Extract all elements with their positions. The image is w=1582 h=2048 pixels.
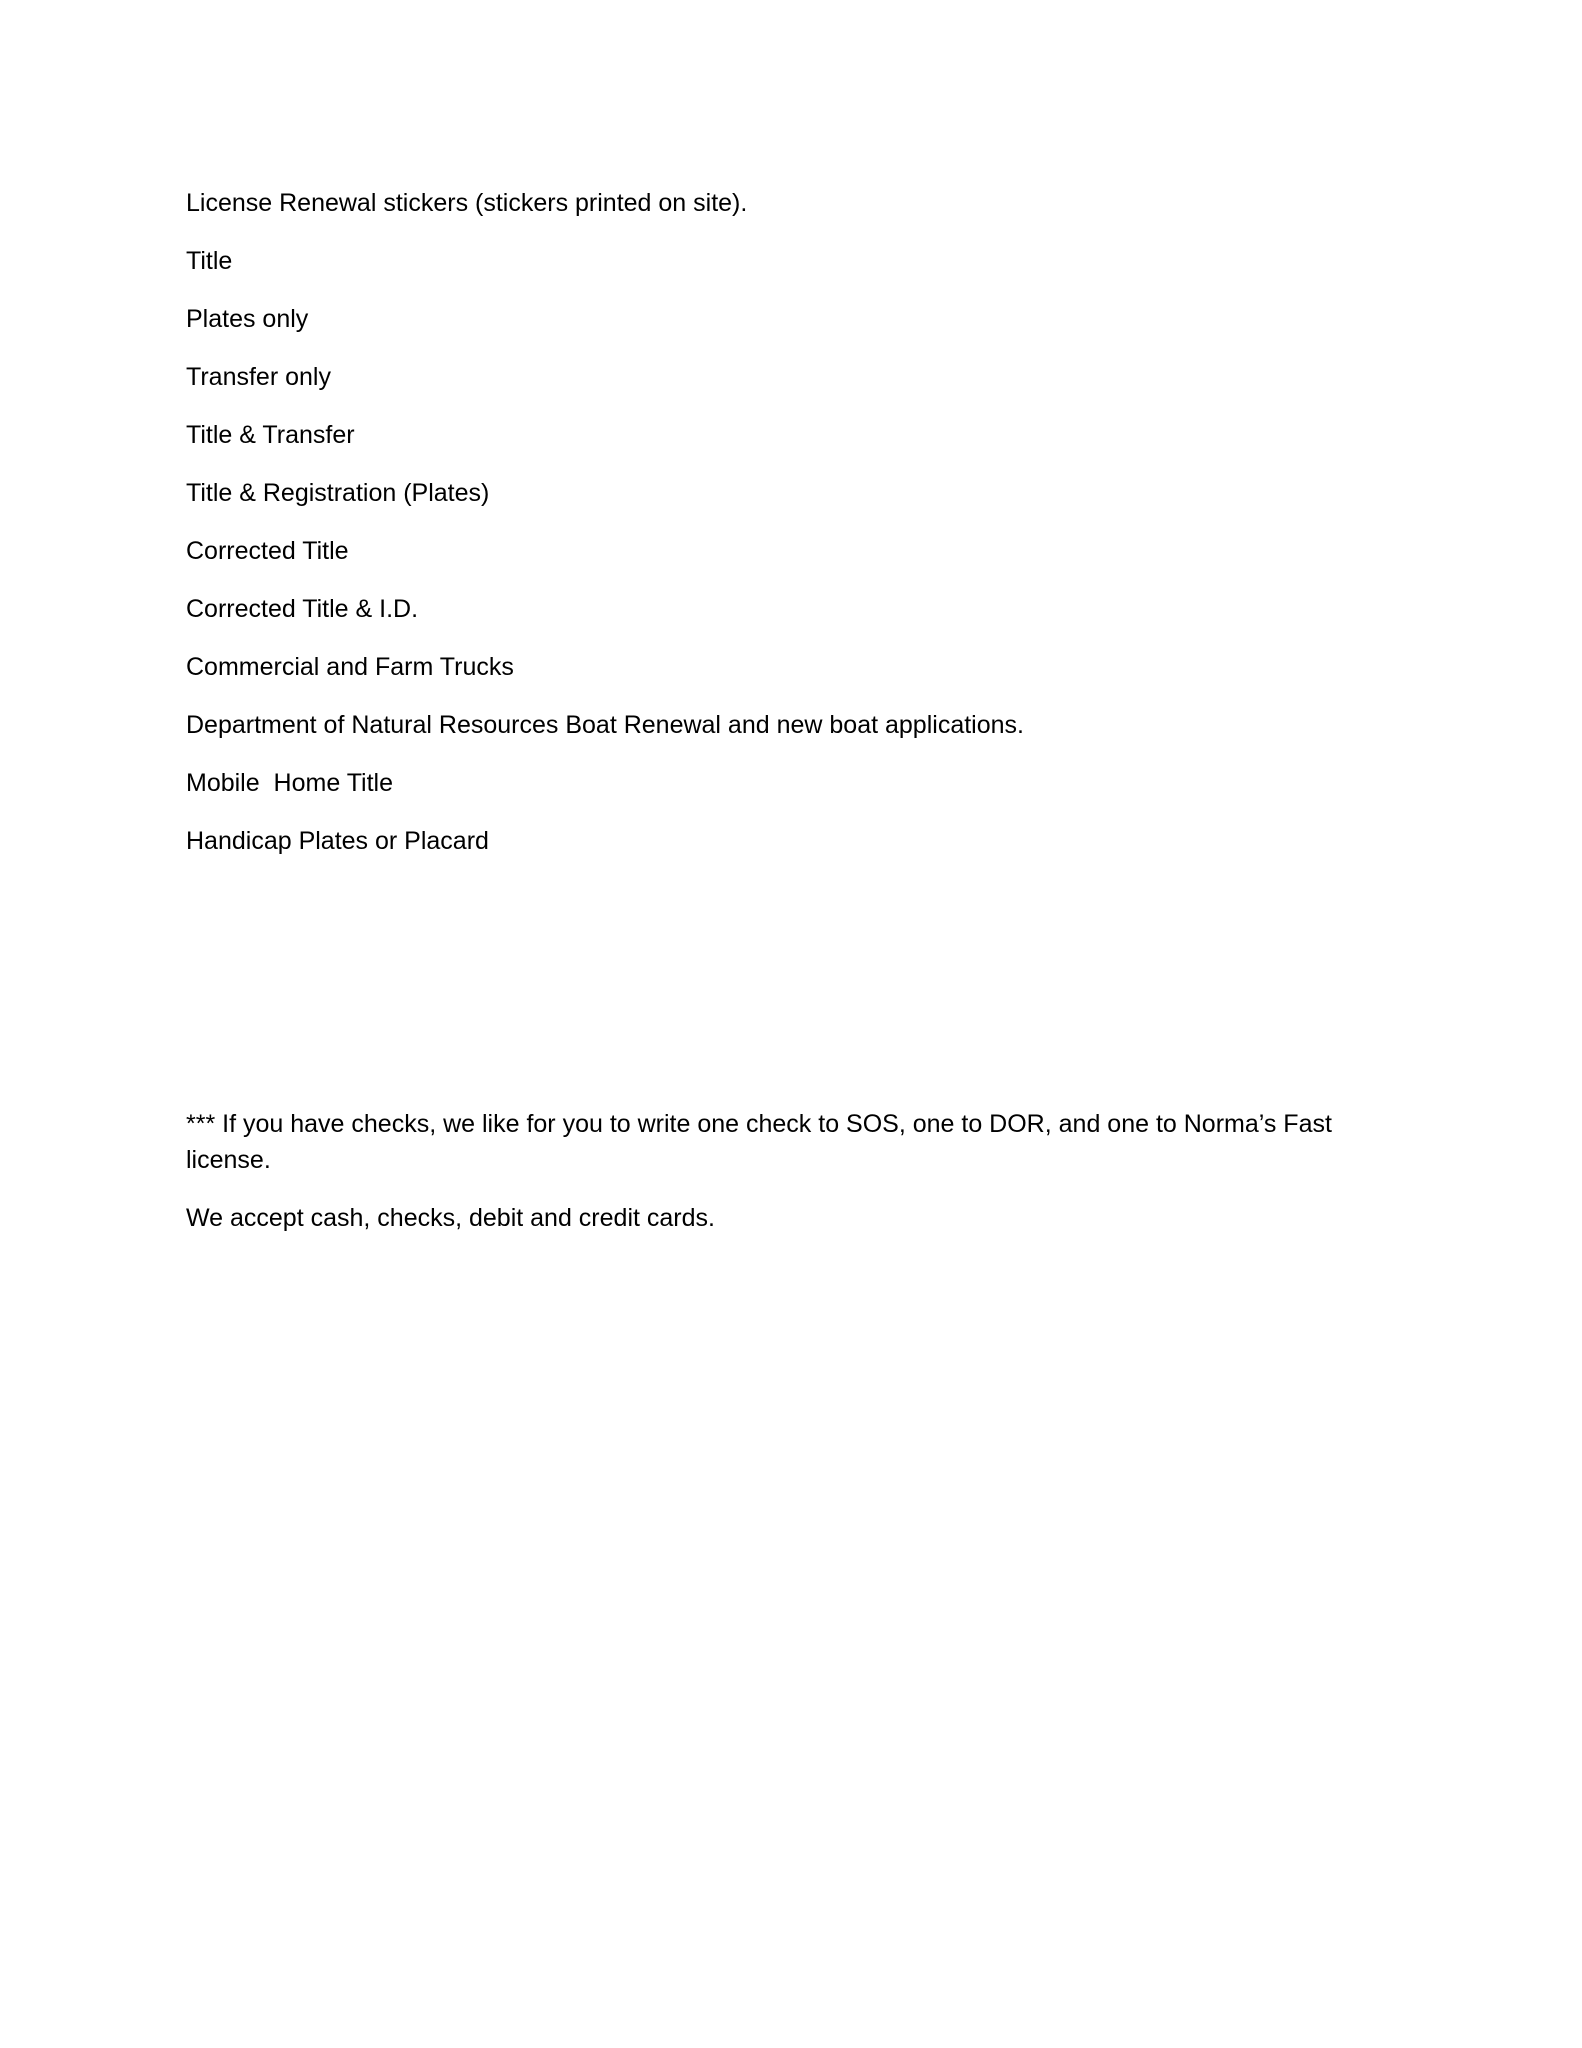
service-item: Mobile Home Title [186,769,394,797]
services-list [186,186,1406,858]
services-section [186,186,1406,882]
service-item: Handicap Plates or Placard [186,827,489,855]
checks-note: *** If you have checks, we like for you to write one check to SOS, one to DOR, and one to Norma’s Fast license. [186,1110,1332,1174]
service-item: Commercial and Farm Trucks [186,653,514,681]
notes-section [186,1106,1406,1258]
payment-methods-note: We accept cash, checks, debit and credit cards. [186,1204,715,1232]
service-item: Title [186,247,233,275]
service-item: Corrected Title & I.D. [186,595,419,623]
service-item: Plates only [186,305,309,333]
service-item: License Renewal stickers (stickers printed on site). [186,189,748,217]
service-item: Department of Natural Resources Boat Renewal and new boat applications. [186,711,1024,739]
service-item: Title & Transfer [186,421,355,449]
service-item: Transfer only [186,363,331,391]
service-item: Title & Registration (Plates) [186,479,490,507]
service-item: Corrected Title [186,537,349,565]
